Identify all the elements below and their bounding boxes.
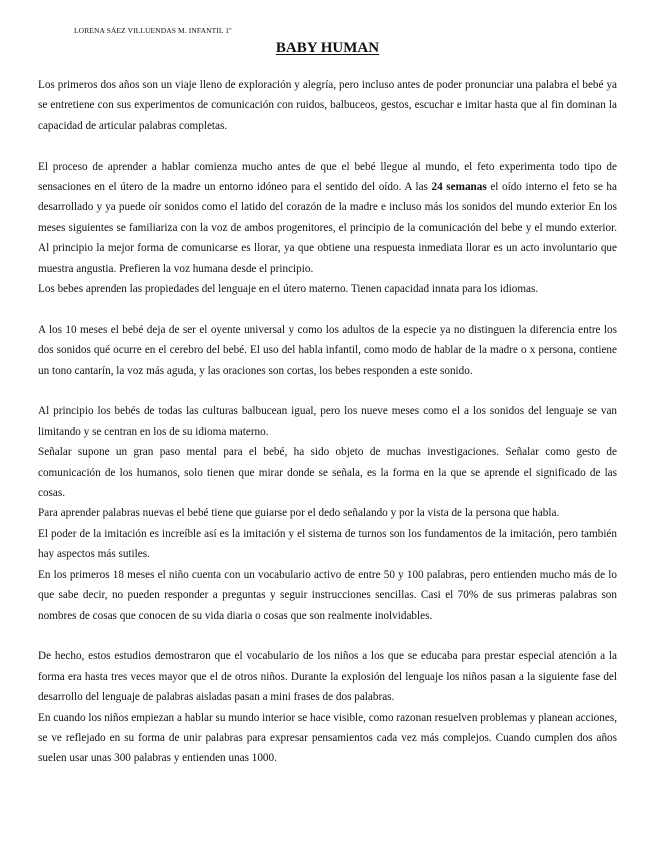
paragraph-text: el oído interno el feto se ha desarrollado y ya puede oír sonidos como el latido del corazón de la madre e incluso más los sonidos del mundo exterior En los meses siguientes se familiariza con la voz de ambos progenitores, el principio de la comunicación del bebe y el mundo exterior. Al principio la mejor forma de comunicarse es llorar, ya que obtiene una respuesta inmediata llorar es un acto involuntario que muestra angustia. Prefieren la voz humana desde el principio.: [38, 181, 617, 275]
paragraph: [38, 157, 617, 279]
paragraph: A los 10 meses el bebé deja de ser el oyente universal y como los adultos de la especie ya no distinguen la diferencia entre los dos sonidos qué ocurre en el cerebro del bebé. El uso del habla infantil, como modo de hablar de la madre o x persona, contiene un tono cantarín, la voz más aguda, y las oraciones son cortas, los bebes responden a este sonido.: [38, 323, 617, 377]
paragraph: Los primeros dos años son un viaje lleno de exploración y alegría, pero incluso antes de poder pronunciar una palabra el bebé ya se entretiene con sus experimentos de comunicación con ruidos, balbuceos, gestos, escuchar e imitar hasta que al fin dominan la capacidad de articular palabras completas.: [38, 79, 617, 132]
paragraph: Al principio los bebés de todas las culturas balbucean igual, pero los nueve meses como el a los sonidos del lenguaje se van limitando y se centran en los de su idioma materno.: [38, 405, 617, 438]
paragraph: Los bebes aprenden las propiedades del lenguaje en el útero materno. Tienen capacidad innata para los idiomas.: [38, 283, 539, 296]
paragraph: En los primeros 18 meses el niño cuenta con un vocabulario activo de entre 50 y 100 palabras, pero entienden mucho más de lo que sabe decir, no pueden responder a preguntas y seguir instrucciones sencillas. Casi el 70% de sus primeras palabras son nombres de cosas que conocen de su vida diaria o cosas que son realmente inolvidables.: [38, 568, 617, 622]
paragraph-text: El proceso de aprender a hablar comienza mucho antes de que el bebé llegue al mundo, el feto experimenta todo tipo de sensaciones en el útero de la madre un entorno idóneo para el sentido del oído. A las: [38, 160, 617, 194]
document-body: [38, 75, 617, 769]
paragraph: Señalar supone un gran paso mental para el bebé, ha sido objeto de muchas investigaciones. Señalar como gesto de comunicación de los humanos, solo tienen que mirar donde se señala, es la forma en la que se aprende el significado de las cosas.: [38, 446, 617, 500]
page-header: LORENA SÁEZ VILLUENDAS M. INFANTIL 1º: [74, 26, 232, 35]
document-title-text: BABY HUMAN: [275, 40, 380, 56]
paragraph-bold-text: 24 semanas: [431, 181, 487, 194]
paragraph: Para aprender palabras nuevas el bebé tiene que guiarse por el dedo señalando y por la vista de la persona que habla.: [38, 507, 560, 520]
paragraph: De hecho, estos estudios demostraron que el vocabulario de los niños a los que se educaba para prestar especial atención a la forma era hasta tres veces mayor que el de otros niños. Durante la explosión del lenguaje los niños pasan a la siguiente fase del desarrollo del lenguaje de palabras aisladas pasan a mini frases de dos palabras.: [38, 650, 617, 704]
paragraph: El poder de la imitación es increíble así es la imitación y el sistema de turnos son los fundamentos de la imitación, pero también hay aspectos más sutiles.: [38, 527, 617, 561]
document-title: [0, 40, 655, 57]
paragraph: En cuando los niños empiezan a hablar su mundo interior se hace visible, como razonan resuelven problemas y planean acciones, se ve reflejado en su forma de unir palabras para expresar pensamientos cada vez más complejos. Cuando cumplen dos años suelen usar unas 300 palabras y entienden unas 1000.: [38, 711, 617, 765]
